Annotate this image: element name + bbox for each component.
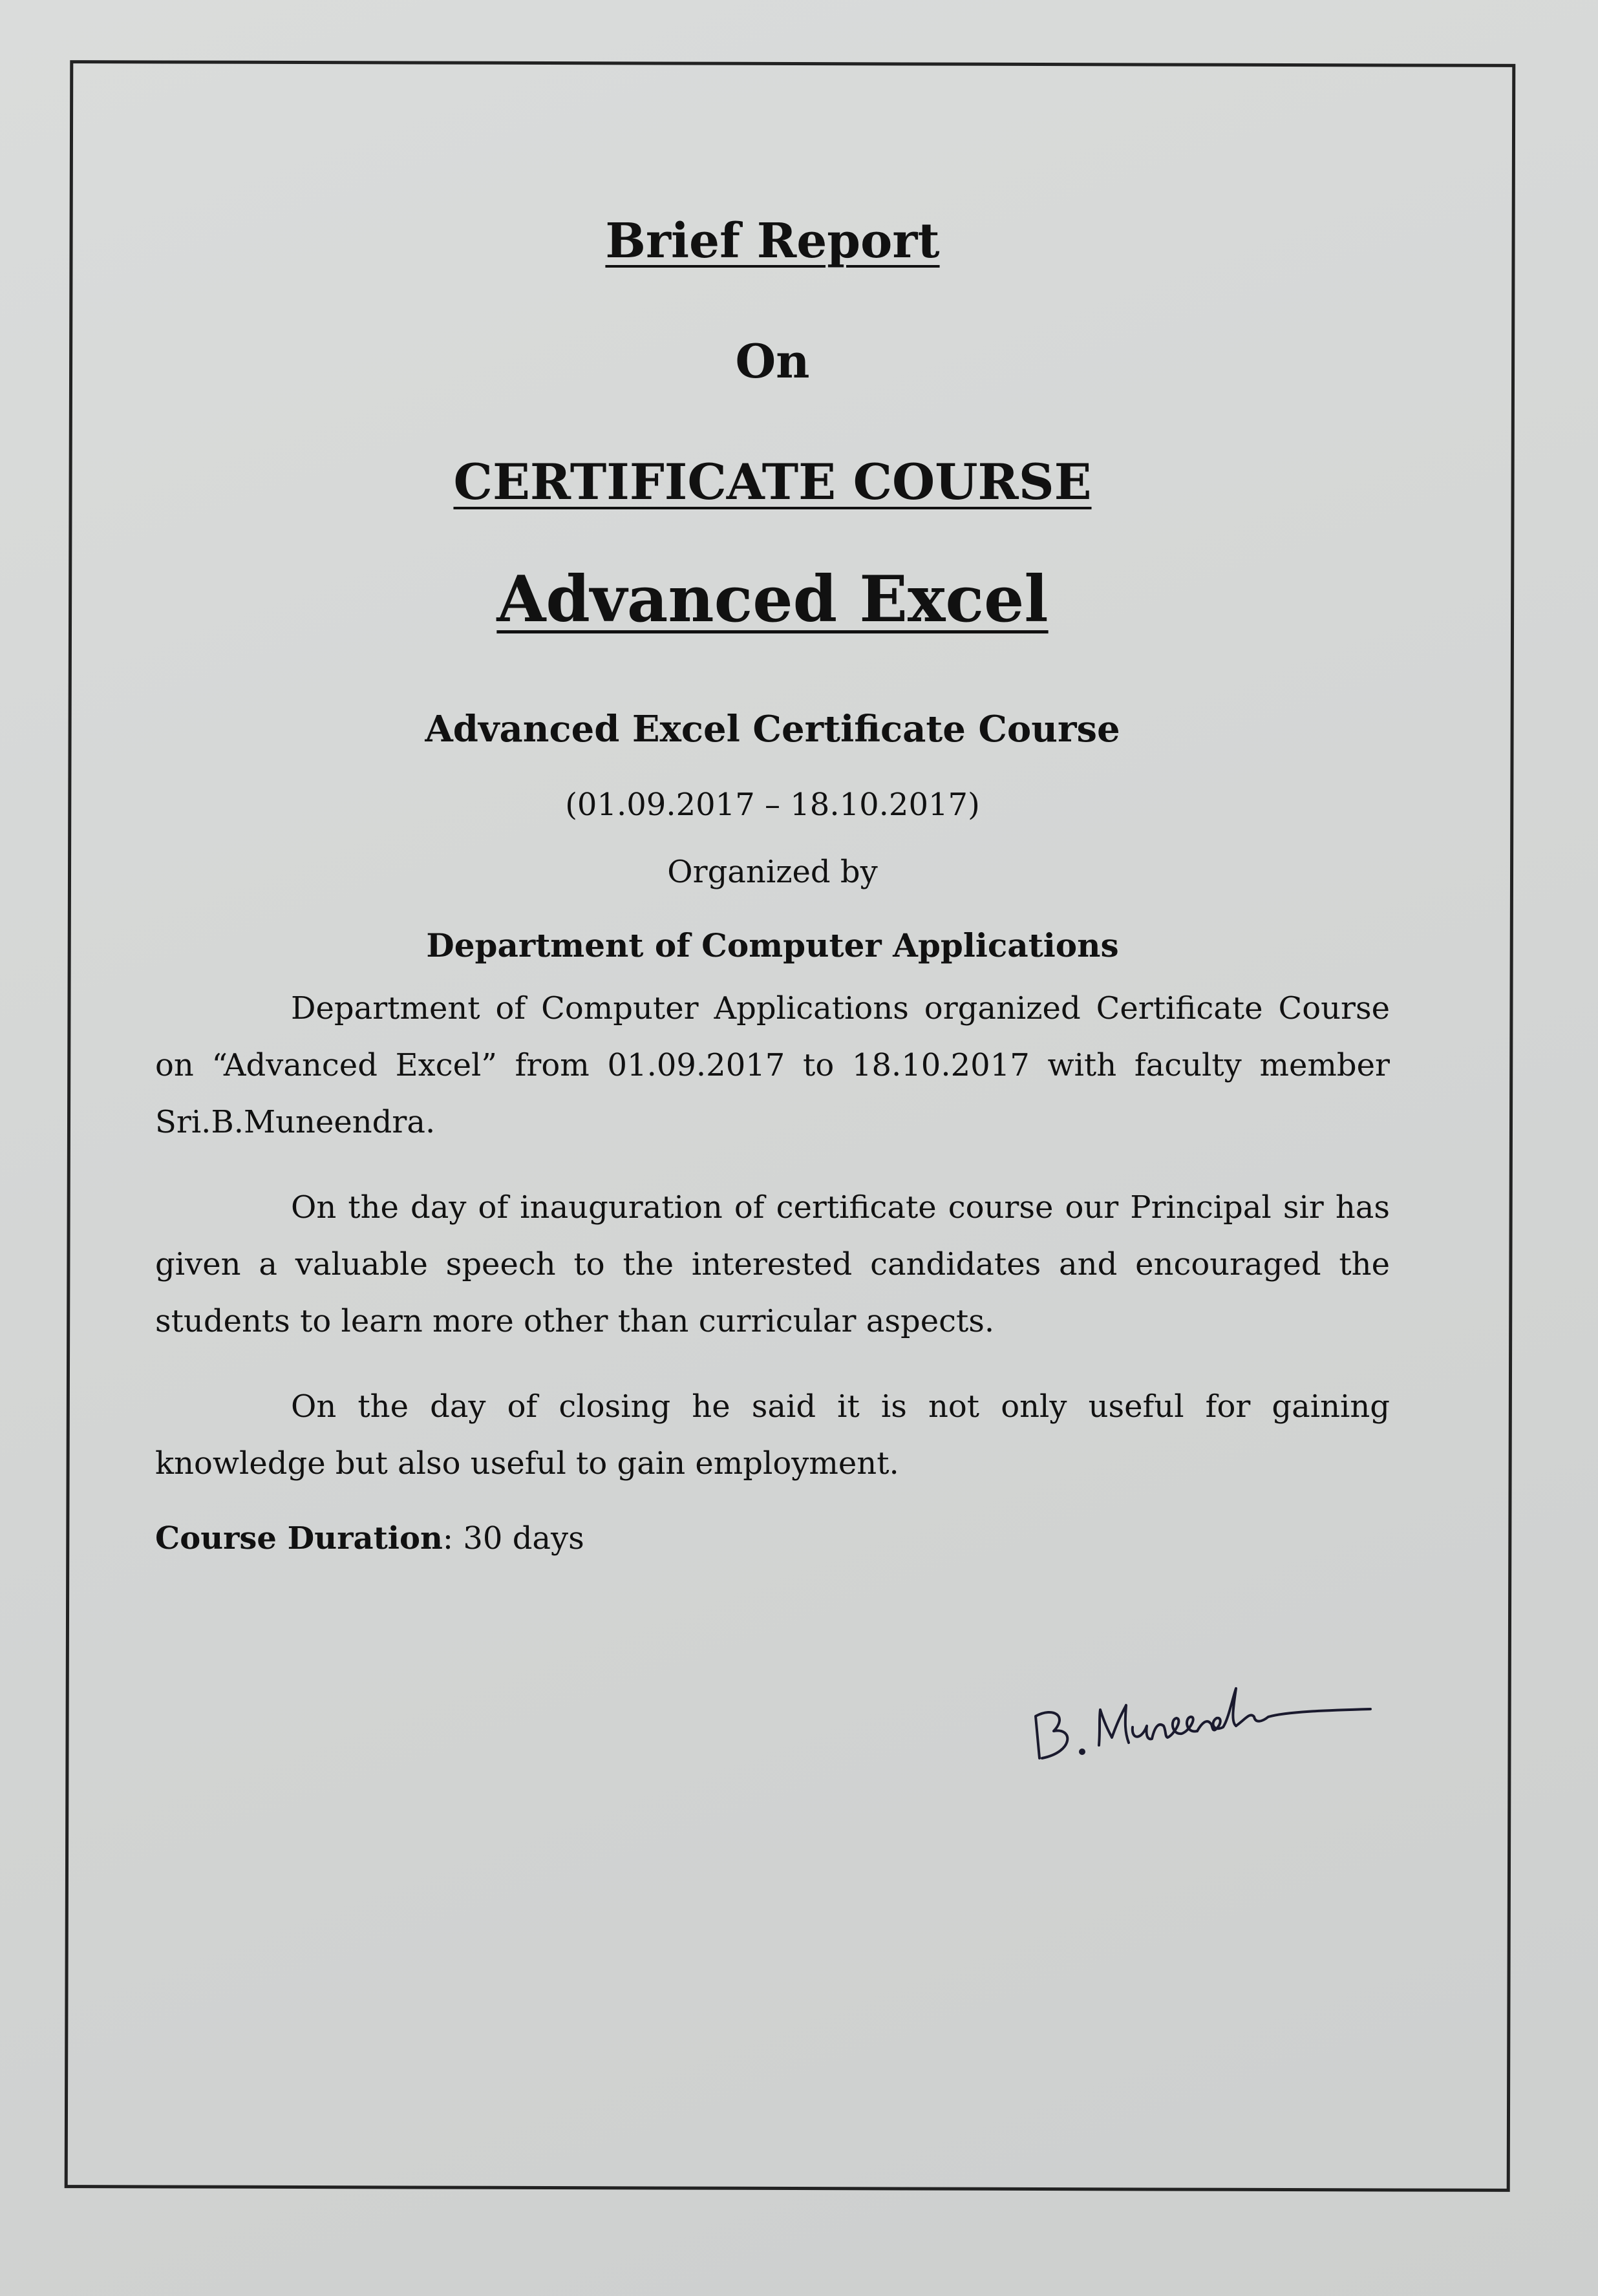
organized-by-label: Organized by: [667, 854, 878, 890]
report-heading: Brief Report: [605, 213, 940, 269]
course-title: Advanced Excel Certificate Course: [425, 708, 1120, 750]
department-name: Department of Computer Applications: [426, 926, 1119, 964]
report-content: [155, 194, 1390, 1557]
certificate-course-heading: CERTIFICATE COURSE: [453, 453, 1092, 511]
report-paragraph-3: On the day of closing he said it is not only useful for gaining knowledge but also useful to gain employment.: [155, 1388, 1390, 1482]
course-duration: [155, 1520, 1390, 1557]
course-name-heading: Advanced Excel: [496, 562, 1049, 637]
course-duration-separator: :: [442, 1520, 454, 1557]
report-paragraph-2: On the day of inauguration of certificate course our Principal sir has given a valuable speech to the interested candidates and encouraged the students to learn more other than curricular aspects.: [155, 1189, 1390, 1339]
report-paragraph-1: Department of Computer Applications organized Certificate Course on “Advanced Excel” from 01.09.2017 to 18.10.2017 with faculty member Sri.B.Muneendra.: [155, 990, 1390, 1140]
course-duration-value: 30 days: [453, 1520, 584, 1557]
report-heading-on: On: [735, 334, 810, 388]
course-duration-label: Course Duration: [155, 1520, 443, 1557]
signature-image: [1028, 1655, 1377, 1778]
course-dates: (01.09.2017 – 18.10.2017): [565, 787, 980, 823]
